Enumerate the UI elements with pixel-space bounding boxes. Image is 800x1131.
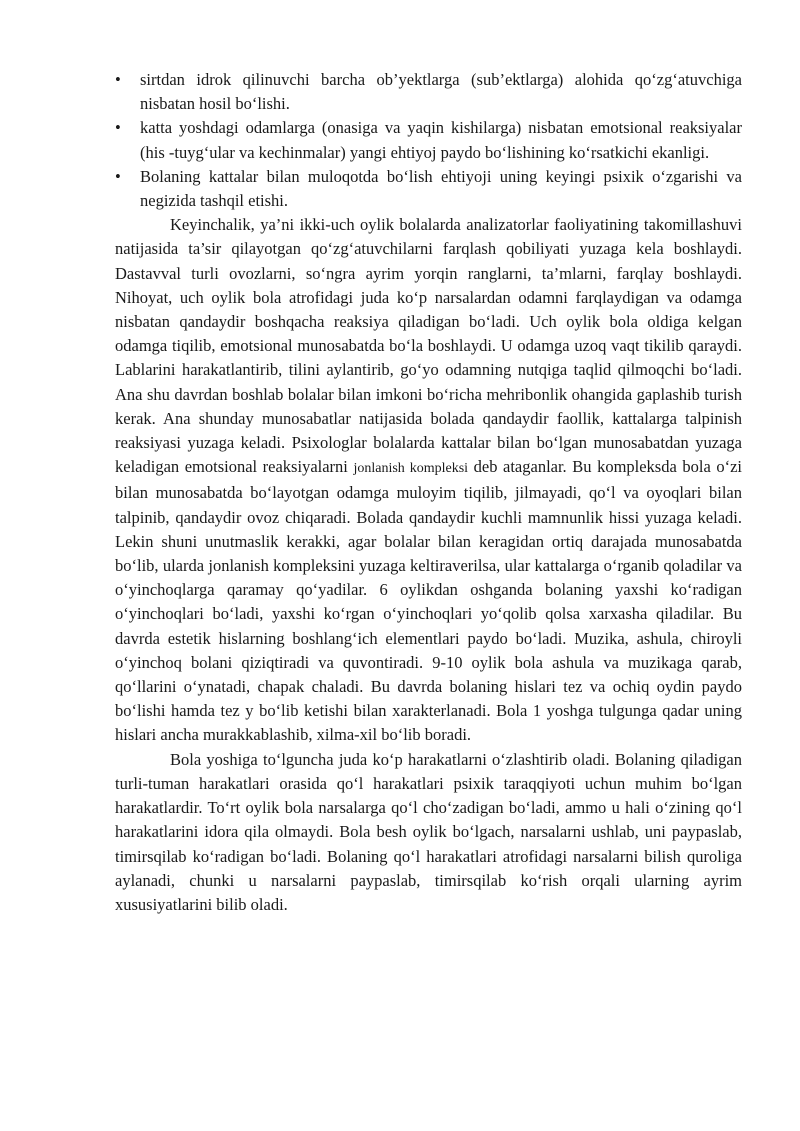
bullet-icon: • — [115, 118, 121, 138]
paragraph — [115, 213, 742, 747]
bullet-list — [115, 68, 742, 213]
list-item — [115, 68, 742, 116]
paragraph: Bola yoshiga to‘lguncha juda ko‘p harakatlarni o‘zlashtirib oladi. Bolaning qiladigan turli-tuman harakatlari orasida qo‘l harakatlari psixik taraqqiyoti uchun muhim bo‘lgan harakatlardir. To‘rt oylik bola narsalarga qo‘l cho‘zadigan bo‘ladi, ammo u hali o‘zining qo‘l harakatlarini idora qila olmaydi. Bola besh oylik bo‘lgach, narsalarni ushlab, uni paypaslab, timirsqilab ko‘radigan bo‘ladi. Bolaning qo‘l harakatlari atrofidagi narsalarni bilish quroliga aylanadi, chunki u narsalarni paypaslab, timirsqilab ko‘rish orqali ularning ayrim xususiyatlarini bilib oladi. — [115, 749, 742, 914]
list-item — [115, 165, 742, 213]
list-item — [115, 116, 742, 164]
paragraph-text: Keyinchalik, ya’ni ikki-uch oylik bolalarda analizatorlar faoliyatining takomillashuvi natijasida ta’sir qilayotgan qo‘zg‘atuvchilarni farqlash qobiliyati yuzaga kela boshlaydi. Dastavval turli ovozlarni, so‘ngra ayrim yorqin ranglarni, ta’mlarni, farqlay boshlaydi. Nihoyat, uch oylik bola atrofidagi juda ko‘p narsalardan odamni farqlaydigan va odamga nisbatan qandaydir boshqacha reaksiya qiladigan bo‘ladi. Uch oylik bola oldiga kelgan odamga tiqilib, emotsional munosabatda bo‘la boshlaydi. U odamga uzoq vaqt tikilib qaraydi. Lablarini harakatlantirib, tilini aylantirib, go‘yo odamning nutqiga taqlid qilmoqchi bo‘ladi. Ana shu davrdan boshlab bolalar bilan imkoni bo‘richa mehribonlik ohangida gaplashib turish kerak. Ana shunday munosabatlar natijasida bolada qandaydir faollik, kattalarga talpinish reaksiyasi yuzaga keladi. Psixologlar bolalarda kattalar bilan bo‘lgan munosabatdan yuzaga keladigan emotsional reaksiyalarni — [115, 215, 742, 477]
term-text: jonlanish kompleksi — [353, 461, 469, 477]
document-page — [115, 68, 742, 917]
list-item-text: sirtdan idrok qilinuvchi barcha ob’yektlarga (sub’ektlarga) alohida qo‘zg‘atuvchiga nisbatan hosil bo‘lishi. — [140, 70, 742, 114]
bullet-icon: • — [115, 166, 121, 186]
list-item-text: katta yoshdagi odamlarga (onasiga va yaqin kishilarga) nisbatan emotsional reaksiyalar (his -tuyg‘ular va kechinmalar) yangi ehtiyoj paydo bo‘lishining ko‘rsatkichi ekanligi. — [140, 118, 742, 162]
list-item-text: Bolaning kattalar bilan muloqotda bo‘lish ehtiyoji uning keyingi psixik o‘zgarishi va negizida tashqil etishi. — [140, 166, 742, 211]
bullet-icon: • — [115, 70, 121, 89]
paragraph-text: deb ataganlar. Bu kompleksda bola o‘zi bilan munosabatda bo‘layotgan odamga muloyim tiqilib, jilmayadi, qo‘l va oyoqlari bilan talpinib, qandaydir ovoz chiqaradi. Bolada qandaydir kuchli mamnunlik hissi yuzaga keladi. Lekin shuni unutmaslik kerakki, agar bolalar bilan keragidan ortiq darajada munosabatda bo‘lib, ularda jonlanish kompleksini yuzaga keltiraverilsa, ular kattalarga o‘rganib qoladilar va o‘yinchoqlarga qaramay qo‘yadilar. 6 oylikdan oshganda bolaning yaxshi ko‘radigan o‘yinchoqlari bo‘ladi, yaxshi ko‘rgan o‘yinchoqlari yo‘qolib qolsa xarxasha qiladilar. Bu davrda estetik hislarning boshlang‘ich elementlari paydo bo‘ladi. Muzika, ashula, chiroyli o‘yinchoq bolani qiziqtiradi va quvontiradi. 9-10 oylik bola ashula va muzikaga qarab, qo‘llarini o‘ynatadi, chapak chaladi. Bu davrda bolaning hislari tez va ochiq oydin paydo bo‘lishi hamda tez y bo‘lib ketishi bilan xarakterlanadi. Bola 1 yoshga tulgunga qadar uning hislari ancha murakkablashib, xilma-xil bo‘lib boradi. — [115, 457, 742, 745]
